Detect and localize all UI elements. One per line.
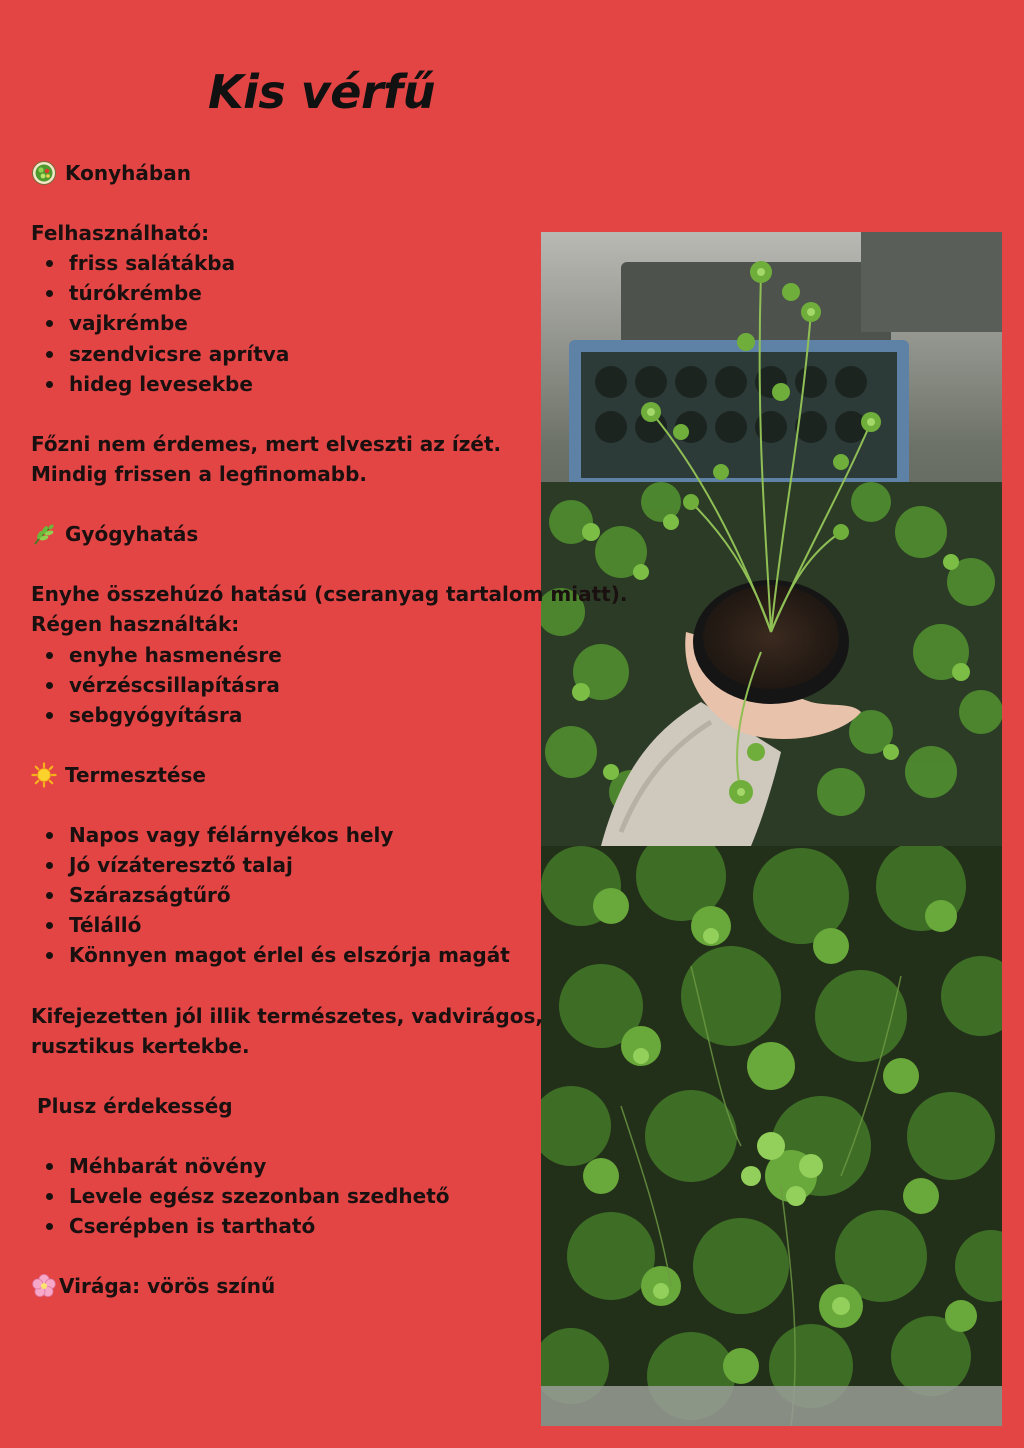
list-item: friss salátákba <box>69 248 631 278</box>
list-item: Napos vagy félárnyékos hely <box>69 820 631 850</box>
list-item: Télálló <box>69 910 631 940</box>
list-item: Könnyen magot érlel és elszórja magát <box>69 940 631 970</box>
kitchen-heading-text: Konyhában <box>65 161 191 185</box>
salad-bowl-icon <box>31 160 57 186</box>
list-item: vérzéscsillapításra <box>69 670 631 700</box>
kitchen-heading <box>31 158 631 188</box>
healing-heading <box>31 519 631 549</box>
list-item: vajkrémbe <box>69 308 631 338</box>
kitchen-uses-list <box>31 248 631 398</box>
healing-line1: Enyhe összehúzó hatású (cseranyag tartalom miatt). <box>31 582 628 607</box>
sun-icon <box>31 762 57 788</box>
list-item: Cserépben is tartható <box>69 1211 631 1241</box>
growing-note-line2: rusztikus kertekbe. <box>31 1033 250 1058</box>
list-item: túrókrémbe <box>69 278 631 308</box>
list-item: Jó vízáteresztő talaj <box>69 850 631 880</box>
list-item: sebgyógyításra <box>69 700 631 730</box>
healing-line2: Régen használták: <box>31 612 240 637</box>
kitchen-note-line1: Főzni nem érdemes, mert elveszti az ízét. <box>31 431 502 456</box>
herb-leaf-icon <box>31 521 57 547</box>
list-item: szendvicsre aprítva <box>69 339 631 369</box>
healing-heading-text: Gyógyhatás <box>65 522 199 547</box>
kitchen-note-line2: Mindig frissen a legfinomabb. <box>31 461 368 486</box>
growing-list <box>31 820 631 970</box>
page-title: Kis vérfű <box>208 65 435 119</box>
flower-line <box>31 1271 631 1301</box>
growing-heading-text: Termesztése <box>65 762 206 787</box>
flower-text: Virága: vörös színű <box>59 1274 276 1299</box>
list-item: hideg levesekbe <box>69 369 631 399</box>
growing-heading <box>31 760 631 790</box>
text-column <box>31 158 631 1302</box>
usable-label: Felhasználható: <box>31 221 210 246</box>
cherry-blossom-icon <box>31 1273 57 1299</box>
healing-uses-list <box>31 640 631 730</box>
list-item: enyhe hasmenésre <box>69 640 631 670</box>
list-item: Levele egész szezonban szedhető <box>69 1181 631 1211</box>
extra-heading: Plusz érdekesség <box>37 1093 233 1118</box>
extra-list <box>31 1151 631 1241</box>
growing-note-line1: Kifejezetten jól illik természetes, vadvirágos, <box>31 1003 543 1028</box>
list-item: Méhbarát növény <box>69 1151 631 1181</box>
list-item: Szárazságtűrő <box>69 880 631 910</box>
